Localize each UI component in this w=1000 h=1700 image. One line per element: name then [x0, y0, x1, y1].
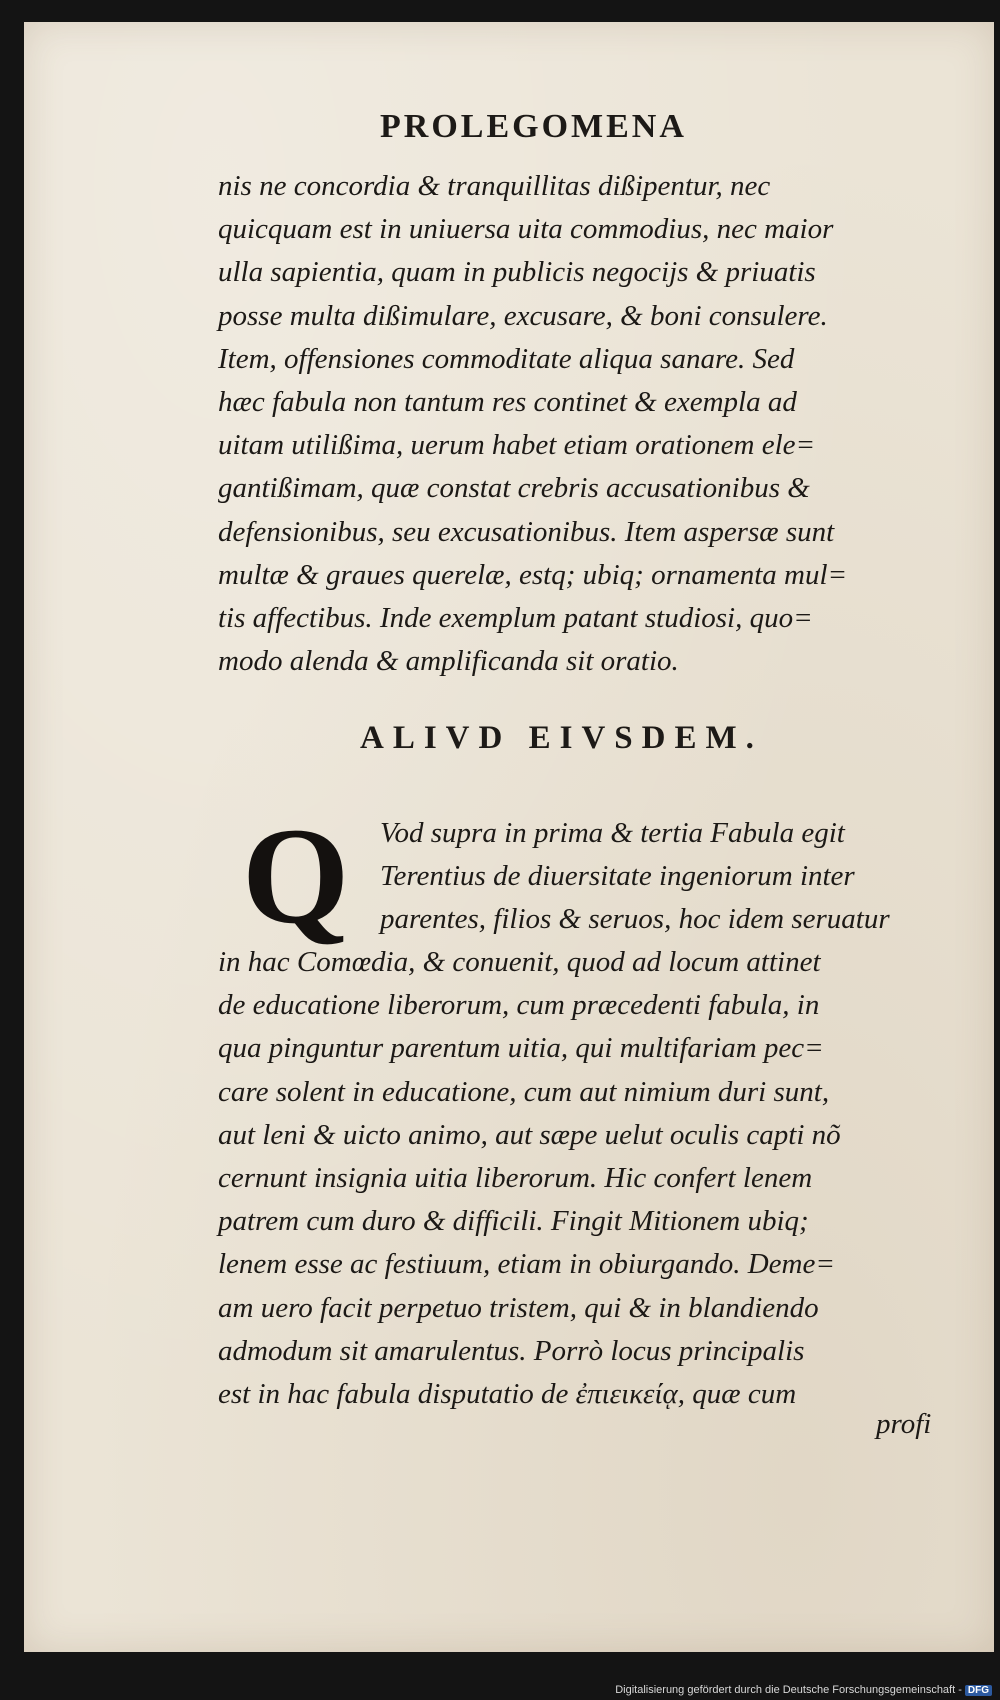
text-line: est in hac fabula disputatio de ἐπιεικείᾳ, quæ cum [218, 1378, 797, 1411]
decorated-initial: Q [242, 799, 350, 952]
text-line: admodum sit amarulentus. Porrò locus principalis [218, 1334, 805, 1367]
running-head: PROLEGOMENA [380, 108, 687, 145]
text-line: gantißimam, quæ constat crebris accusationibus & [218, 472, 810, 505]
text-line: in hac Comœdia, & conuenit, quod ad locum attinet [218, 946, 821, 978]
paragraph-1 [218, 165, 948, 683]
text-line: tis affectibus. Inde exemplum patant studiosi, quo= [218, 602, 813, 635]
text-line: care solent in educatione, cum aut nimium duri sunt, [218, 1075, 830, 1108]
text-line: Item, offensiones commoditate aliqua sanare. Sed [218, 342, 795, 375]
text-line: aut leni & uicto animo, aut sæpe uelut oculis capti nõ [218, 1118, 841, 1151]
credit-text: Digitalisierung gefördert durch die Deutsche Forschungsgemeinschaft - [615, 1684, 962, 1696]
text-line: hæc fabula non tantum res continet & exempla ad [218, 386, 797, 419]
text-line: am uero facit perpetuo tristem, qui & in blandiendo [218, 1291, 819, 1324]
text-line: patrem cum duro & difficili. Fingit Mitionem ubiq; [218, 1205, 809, 1238]
text-line: defensionibus, seu excusationibus. Item aspersæ sunt [218, 515, 835, 548]
text-line: posse multa dißimulare, excusare, & boni consulere. [218, 299, 828, 332]
text-line: parentes, filios & seruos, hoc idem seruatur [380, 903, 890, 936]
text-line: Vod supra in prima & tertia Fabula egit [380, 817, 845, 849]
text-line: quicquam est in uniuersa uita commodius, nec maior [218, 213, 834, 246]
digitization-credit [615, 1684, 992, 1696]
text-line: qua pinguntur parentum uitia, qui multifariam pec= [218, 1032, 824, 1065]
paragraph-2-indented [380, 812, 950, 942]
text-line: cernunt insignia uitia liberorum. Hic confert lenem [218, 1162, 813, 1195]
text-line: nis ne concordia & tranquillitas dißipentur, nec [218, 170, 771, 202]
dfg-logo: DFG [965, 1685, 992, 1696]
text-line: lenem esse ac festiuum, etiam in obiurgando. Deme= [218, 1248, 835, 1281]
text-line: ulla sapientia, quam in publicis negocijs & priuatis [218, 256, 816, 289]
text-line: de educatione liberorum, cum præcedenti fabula, in [218, 989, 820, 1022]
paragraph-2 [218, 941, 953, 1416]
section-heading: ALIVD EIVSDEM. [360, 720, 763, 756]
text-line: multæ & graues querelæ, estq; ubiq; ornamenta mul= [218, 558, 848, 591]
catchword: profi [876, 1408, 932, 1440]
text-line: modo alenda & amplificanda sit oratio. [218, 645, 679, 678]
text-line: Terentius de diuersitate ingeniorum inter [380, 860, 855, 893]
text-line: uitam utilißima, uerum habet etiam orationem ele= [218, 429, 816, 462]
